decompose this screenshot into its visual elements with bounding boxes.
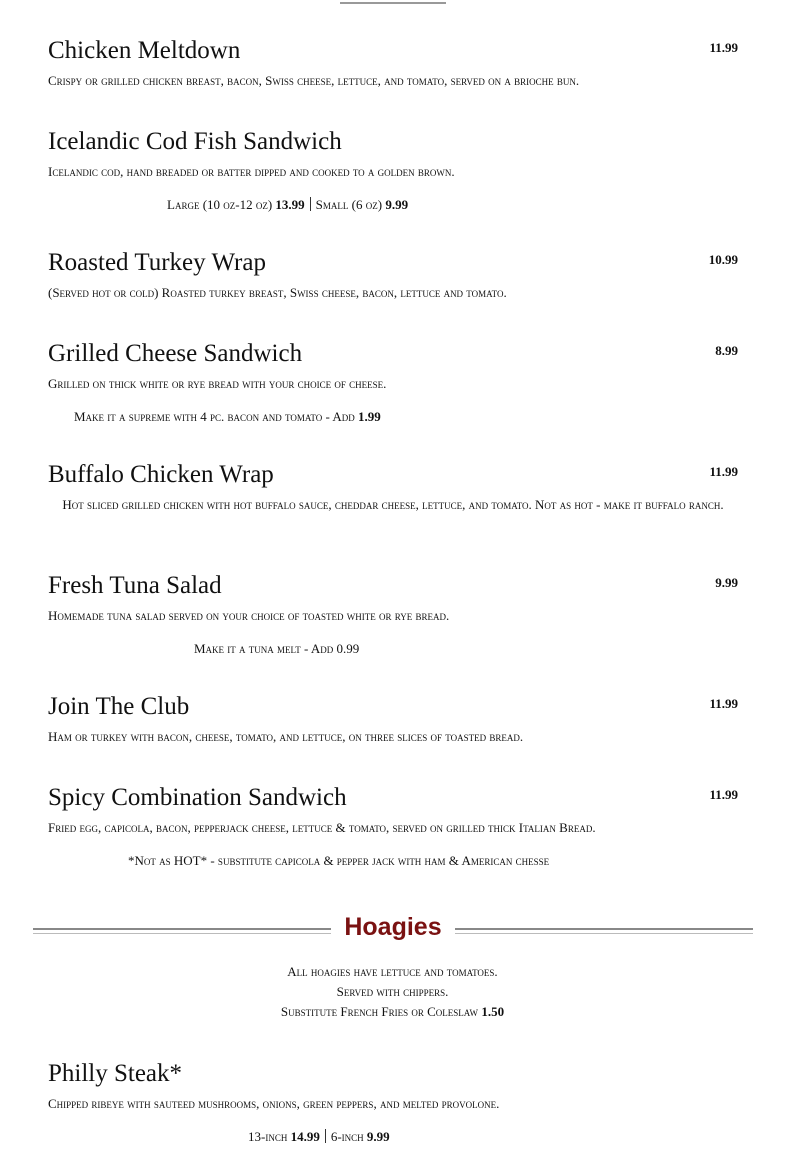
item-name: Philly Steak* — [48, 1060, 183, 1087]
item-name: Join The Club — [48, 693, 190, 720]
item-description: Hot sliced grilled chicken with hot buffalo sauce, cheddar cheese, lettuce, and tomato. Not as hot - make it buffalo ranch. — [62, 497, 724, 512]
note-line: Served with chippers. — [336, 984, 449, 999]
addon-text: Make it a supreme with 4 pc. bacon and tomato - Add — [74, 409, 355, 424]
item-name: Buffalo Chicken Wrap — [48, 461, 274, 488]
item-name: Spicy Combination Sandwich — [48, 784, 347, 811]
size-large-label: 13-inch — [248, 1129, 288, 1144]
note-line: All hoagies have lettuce and tomatoes. — [287, 964, 498, 979]
size-large-price: 14.99 — [290, 1129, 320, 1144]
size-small-price: 9.99 — [385, 197, 409, 212]
item-addon — [74, 409, 381, 425]
item-description: Fried egg, capicola, bacon, pepperjack cheese, lettuce & tomato, served on grilled thick Italian Bread. — [48, 820, 596, 835]
item-price: 9.99 — [715, 575, 738, 590]
item-description: Homemade tuna salad served on your choice of toasted white or rye bread. — [48, 608, 450, 623]
section-divider-right — [455, 928, 753, 934]
item-price: 11.99 — [709, 40, 738, 55]
size-small-price: 9.99 — [366, 1129, 390, 1144]
size-small-label: 6-inch — [330, 1129, 364, 1144]
item-price: 11.99 — [709, 787, 738, 802]
item-size-options — [167, 197, 408, 213]
item-description: Crispy or grilled chicken breast, bacon, Swiss cheese, lettuce, and tomato, served on a brioche bun. — [48, 73, 580, 88]
section-divider-left — [33, 928, 331, 934]
item-name: Chicken Meltdown — [48, 37, 241, 64]
item-description: (Served hot or cold) Roasted turkey breast, Swiss cheese, bacon, lettuce and tomato. — [48, 285, 507, 300]
item-size-options — [248, 1129, 390, 1145]
item-note: *Not as HOT* - substitute capicola & pepper jack with ham & American chesse — [128, 853, 550, 868]
addon-price: 1.99 — [357, 409, 381, 424]
section-header-hoagies — [33, 912, 753, 944]
note-text: Substitute French Fries or Coleslaw — [280, 1004, 479, 1019]
item-price: 8.99 — [715, 343, 738, 358]
size-small-label: Small (6 oz) — [315, 197, 383, 212]
section-divider-top — [340, 0, 446, 4]
item-description: Chipped ribeye with sauteed mushrooms, onions, green peppers, and melted provolone. — [48, 1096, 500, 1111]
item-description: Grilled on thick white or rye bread with your choice of cheese. — [48, 376, 387, 391]
note-price: 1.50 — [481, 1004, 505, 1019]
item-price: 11.99 — [709, 696, 738, 711]
divider — [325, 1129, 326, 1143]
item-name: Grilled Cheese Sandwich — [48, 340, 303, 367]
item-price: 11.99 — [709, 464, 738, 479]
size-large-price: 13.99 — [275, 197, 305, 212]
divider — [310, 197, 311, 211]
size-large-label: Large (10 oz-12 oz) — [167, 197, 273, 212]
item-price: 10.99 — [708, 252, 738, 267]
section-title: Hoagies — [344, 913, 442, 941]
section-notes — [0, 962, 785, 1022]
item-name: Icelandic Cod Fish Sandwich — [48, 128, 342, 155]
item-description: Icelandic cod, hand breaded or batter dipped and cooked to a golden brown. — [48, 164, 455, 179]
item-description: Ham or turkey with bacon, cheese, tomato, and lettuce, on three slices of toasted bread. — [48, 729, 524, 744]
note-line — [0, 1002, 785, 1022]
item-name: Roasted Turkey Wrap — [48, 249, 266, 276]
item-name: Fresh Tuna Salad — [48, 572, 222, 599]
item-addon: Make it a tuna melt - Add 0.99 — [194, 641, 360, 656]
